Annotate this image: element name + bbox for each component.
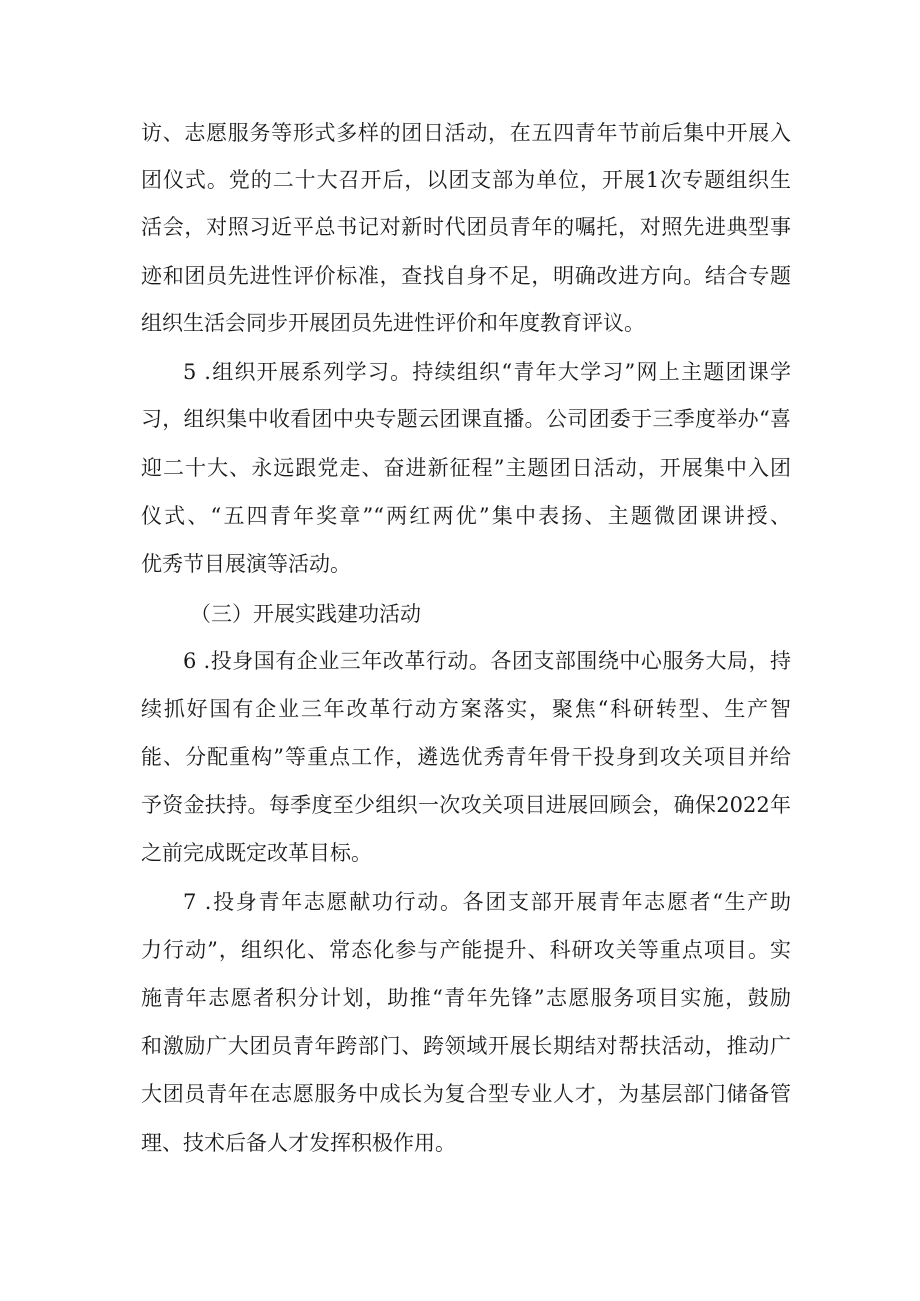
- text-line: 施青年志愿者积分计划，助推“青年先锋”志愿服务项目实施，鼓励: [141, 986, 791, 1010]
- text-line: 和激励广大团员青年跨部门、跨领域开展长期结对帮扶活动，推动广: [141, 1034, 791, 1058]
- text-line: 理、技术后备人才发挥积极作用。: [141, 1131, 456, 1155]
- text-line: 活会，对照习近平总书记对新时代团员青年的嘱托，对照先进典型事: [141, 215, 791, 239]
- text-line: 6 .投身国有企业三年改革行动。各团支部围绕中心服务大局，持: [183, 649, 791, 673]
- text-line: 力行动”，组织化、常态化参与产能提升、科研攻关等重点项目。实: [141, 938, 791, 962]
- text-line: 能、分配重构”等重点工作，遴选优秀青年骨干投身到攻关项目并给: [141, 745, 791, 769]
- text-line: 5 .组织开展系列学习。持续组织“青年大学习”网上主题团课学: [183, 360, 791, 384]
- text-line: 续抓好国有企业三年改革行动方案落实，聚焦“科研转型、生产智: [141, 697, 791, 721]
- text-line: 予资金扶持。每季度至少组织一次攻关项目进展回顾会，确保2022年: [141, 793, 791, 817]
- text-line: 7 .投身青年志愿献功行动。各团支部开展青年志愿者“生产助: [183, 890, 791, 914]
- text-line: 访、志愿服务等形式多样的团日活动，在五四青年节前后集中开展入: [141, 121, 791, 145]
- text-line: 仪式、“五四青年奖章”“两红两优”集中表扬、主题微团课讲授、: [141, 504, 791, 528]
- section-heading: （三）开展实践建功活动: [190, 602, 421, 626]
- text-line: 组织生活会同步开展团员先进性评价和年度教育评议。: [141, 311, 645, 335]
- text-line: 习，组织集中收看团中央专题云团课直播。公司团委于三季度举办“喜: [141, 407, 791, 431]
- text-line: 之前完成既定改革目标。: [141, 841, 372, 865]
- text-line: 大团员青年在志愿服务中成长为复合型专业人才，为基层部门储备管: [141, 1082, 791, 1106]
- text-line: 团仪式。党的二十大召开后，以团支部为单位，开展1次专题组织生: [141, 168, 791, 192]
- text-line: 迹和团员先进性评价标准，查找自身不足，明确改进方向。结合专题: [141, 264, 791, 288]
- text-line: 优秀节目展演等活动。: [141, 552, 351, 576]
- text-line: 迎二十大、永远跟党走、奋进新征程”主题团日活动，开展集中入团: [141, 456, 791, 480]
